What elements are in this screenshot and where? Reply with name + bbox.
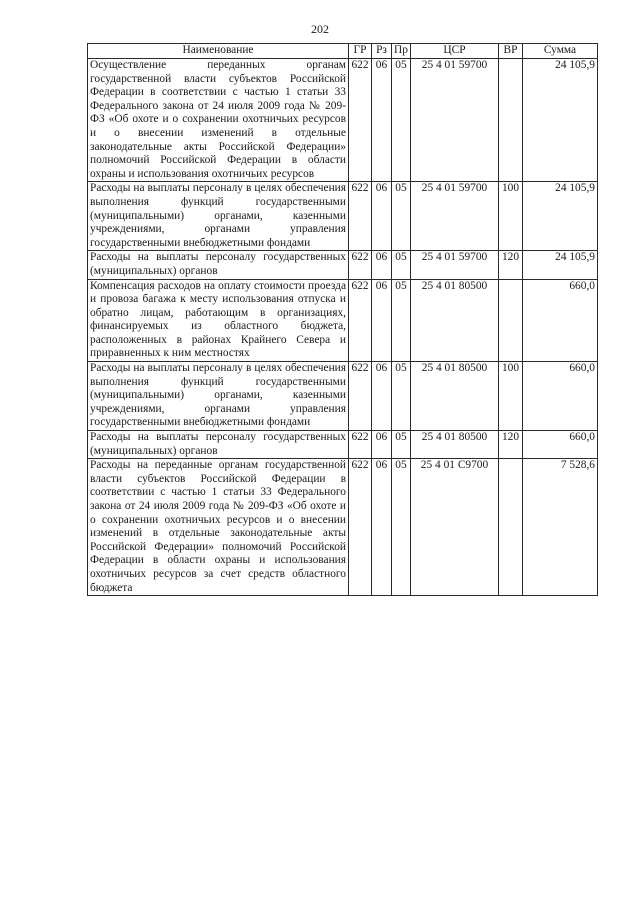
header-sum: Сумма [523, 44, 598, 59]
row-sum: 660,0 [523, 431, 598, 459]
row-gr: 622 [349, 431, 372, 459]
row-csr: 25 4 01 59700 [411, 59, 499, 182]
row-sum: 24 105,9 [523, 59, 598, 182]
row-csr: 25 4 01 59700 [411, 251, 499, 279]
table-row [88, 251, 598, 279]
row-pr: 05 [392, 459, 411, 596]
row-name: Расходы на переданные органам государственной власти субъектов Российской Федерации в соответствии с частью 1 статьи 33 Федерального закона от 24 июля 2009 года № 209-ФЗ «Об охоте и о сохранении охотничьих ресурсов и о внесении изменений в отдельные законодательные акты Российской Федерации» полномочий Российской Федерации в области охраны и использования охотничьих ресурсов за счет средств областного бюджета [88, 459, 349, 596]
header-gr: ГР [349, 44, 372, 59]
header-csr: ЦСР [411, 44, 499, 59]
row-sum: 660,0 [523, 279, 598, 362]
row-vr: 100 [499, 362, 523, 431]
row-rz: 06 [372, 182, 392, 251]
row-vr [499, 59, 523, 182]
row-rz: 06 [372, 362, 392, 431]
row-vr: 100 [499, 182, 523, 251]
row-vr: 120 [499, 251, 523, 279]
row-rz: 06 [372, 251, 392, 279]
row-gr: 622 [349, 251, 372, 279]
row-csr: 25 4 01 С9700 [411, 459, 499, 596]
row-csr: 25 4 01 80500 [411, 362, 499, 431]
row-sum: 7 528,6 [523, 459, 598, 596]
row-name: Компенсация расходов на оплату стоимости проезда и провоза багажа к месту использования отпуска и обратно лицам, работающим в организациях, финансируемых из областного бюджета, расположенных в районах Крайнего Севера и приравненных к ним местностях [88, 279, 349, 362]
table-row [88, 459, 598, 596]
table-row [88, 182, 598, 251]
header-rz: Рз [372, 44, 392, 59]
header-vr: ВР [499, 44, 523, 59]
header-pr: Пр [392, 44, 411, 59]
row-name: Осуществление переданных органам государственной власти субъектов Российской Федерации в соответствии с частью 1 статьи 33 Федерального закона от 24 июля 2009 года № 209-ФЗ «Об охоте и о сохранении охотничьих ресурсов и о внесении изменений в отдельные законодательные акты Российской Федерации» полномочий Российской Федерации в области охраны и использования охотничьих ресурсов [88, 59, 349, 182]
row-gr: 622 [349, 59, 372, 182]
row-csr: 25 4 01 80500 [411, 279, 499, 362]
row-vr [499, 279, 523, 362]
row-name: Расходы на выплаты персоналу в целях обеспечения выполнения функций государственными (муниципальными) органами, казенными учреждениями, органами управления государственными внебюджетными фондами [88, 182, 349, 251]
row-vr [499, 459, 523, 596]
row-pr: 05 [392, 362, 411, 431]
row-rz: 06 [372, 459, 392, 596]
row-vr: 120 [499, 431, 523, 459]
table-header-row [88, 44, 598, 59]
row-pr: 05 [392, 279, 411, 362]
row-csr: 25 4 01 80500 [411, 431, 499, 459]
row-gr: 622 [349, 182, 372, 251]
row-rz: 06 [372, 59, 392, 182]
page-number: 202 [311, 22, 329, 36]
row-sum: 660,0 [523, 362, 598, 431]
row-name: Расходы на выплаты персоналу в целях обеспечения выполнения функций государственными (муниципальными) органами, казенными учреждениями, органами управления государственными внебюджетными фондами [88, 362, 349, 431]
row-name: Расходы на выплаты персоналу государственных (муниципальных) органов [88, 251, 349, 279]
row-rz: 06 [372, 431, 392, 459]
row-csr: 25 4 01 59700 [411, 182, 499, 251]
row-pr: 05 [392, 431, 411, 459]
row-pr: 05 [392, 182, 411, 251]
table-row [88, 279, 598, 362]
row-pr: 05 [392, 59, 411, 182]
table-row [88, 362, 598, 431]
row-sum: 24 105,9 [523, 182, 598, 251]
row-gr: 622 [349, 459, 372, 596]
table-row [88, 431, 598, 459]
row-gr: 622 [349, 362, 372, 431]
header-name: Наименование [88, 44, 349, 59]
row-name: Расходы на выплаты персоналу государственных (муниципальных) органов [88, 431, 349, 459]
row-pr: 05 [392, 251, 411, 279]
row-rz: 06 [372, 279, 392, 362]
budget-table [87, 43, 598, 596]
table-row [88, 59, 598, 182]
row-sum: 24 105,9 [523, 251, 598, 279]
row-gr: 622 [349, 279, 372, 362]
